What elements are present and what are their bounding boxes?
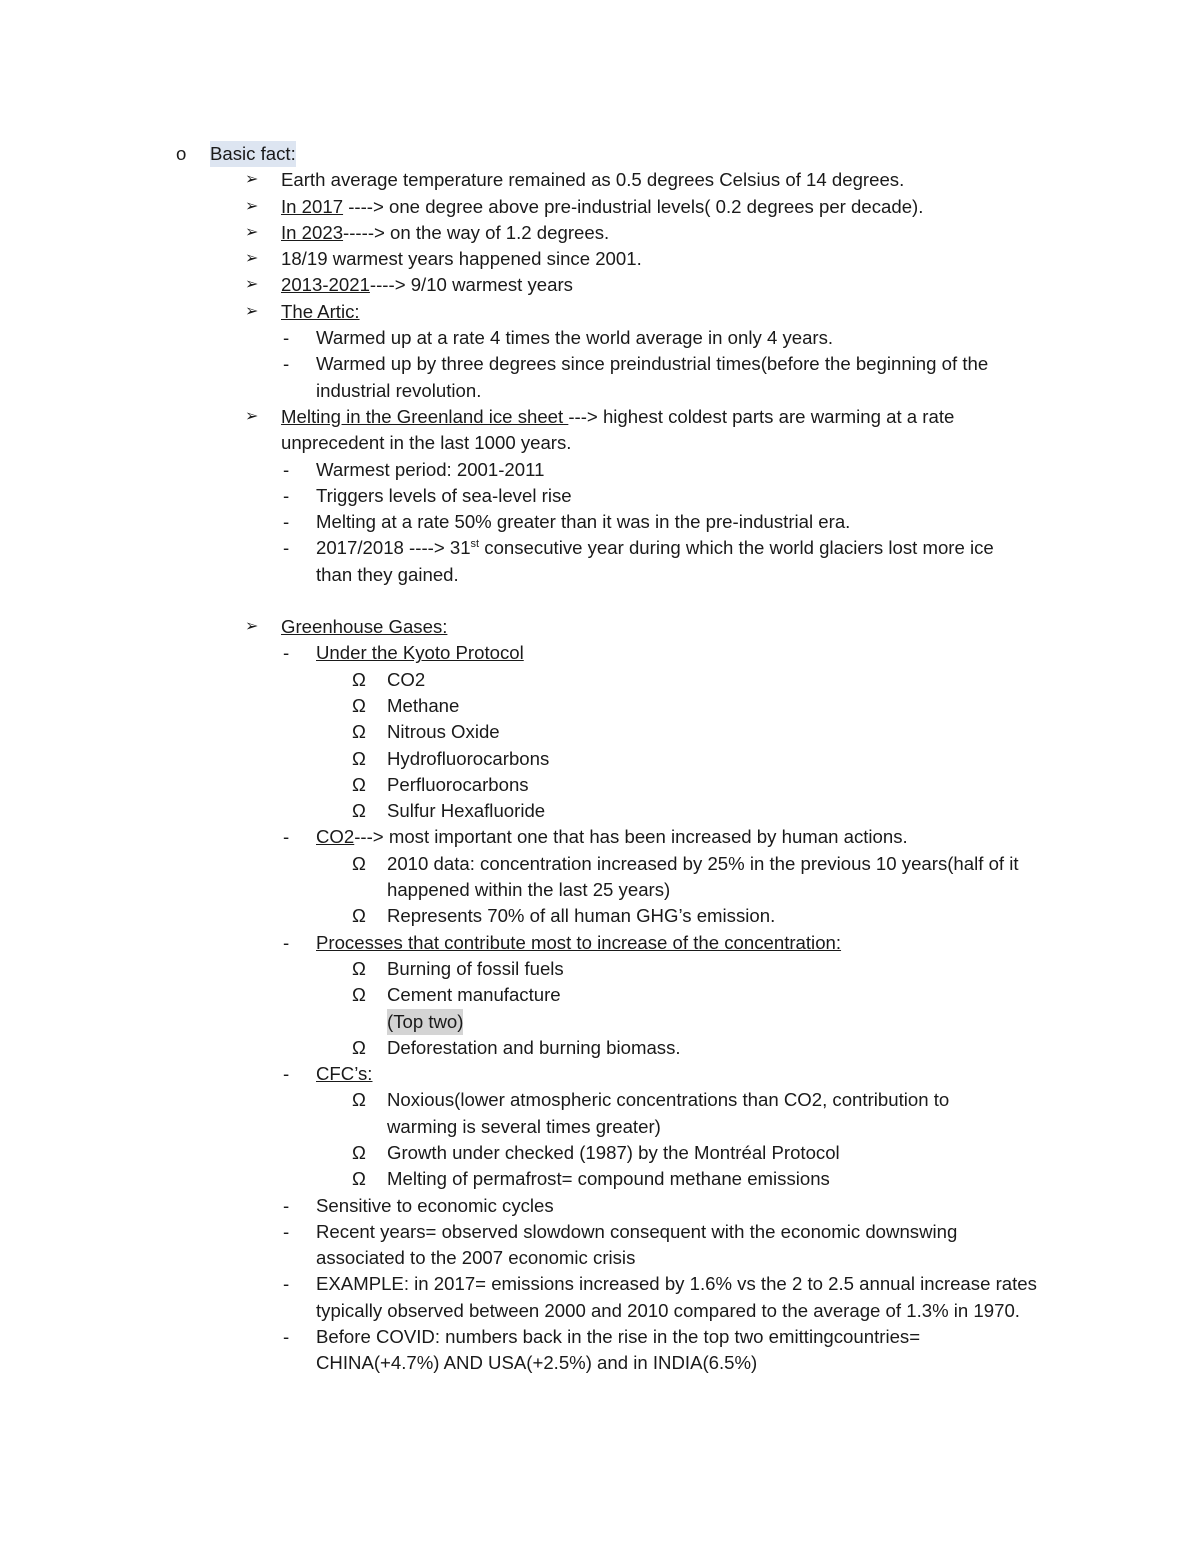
sub-item (0, 640, 1200, 666)
omega-item (0, 719, 1200, 745)
arrow-bullet-icon: ➢ (245, 171, 259, 189)
arrow-bullet-icon: ➢ (245, 250, 259, 268)
omega-bullet-icon: Ω (352, 773, 366, 795)
gas-name: Methane (387, 694, 460, 716)
sub-item-continuation (0, 378, 1200, 404)
sub-item-text (316, 535, 994, 561)
omega-item (0, 798, 1200, 824)
dash-bullet-icon: - (283, 1273, 290, 1295)
omega-bullet-icon: Ω (352, 800, 366, 822)
omega-bullet-icon: Ω (352, 905, 366, 927)
omega-item (0, 1035, 1200, 1061)
sub-item-continuation (0, 562, 1200, 588)
sub-item-continuation (0, 1298, 1200, 1324)
fact-text (281, 272, 573, 298)
list-item (0, 194, 1200, 220)
top-two-note-line (0, 1009, 1200, 1035)
dash-bullet-icon: - (283, 511, 290, 533)
fact-year: In 2017 (281, 195, 344, 217)
co2-label: CO2 (316, 826, 355, 848)
document-page (0, 141, 1200, 1377)
sub-item-text: Warmest period: 2001-2011 (316, 458, 545, 480)
arrow-bullet-icon: ➢ (245, 618, 259, 636)
omega-item (0, 851, 1200, 877)
sub-item (0, 824, 1200, 850)
omega-item (0, 1087, 1200, 1113)
sub-item-text: Triggers levels of sea-level rise (316, 484, 572, 506)
sub-item (0, 1193, 1200, 1219)
top-two-note: (Top two) (387, 1009, 463, 1035)
fact-year: In 2023 (281, 221, 344, 243)
arrow-bullet-icon: ➢ (245, 302, 259, 320)
omega-item-text: Melting of permafrost= compound methane emissions (387, 1168, 830, 1190)
dash-bullet-icon: - (283, 484, 290, 506)
sub-item (0, 483, 1200, 509)
glacier-text-a: 2017/2018 ----> 31 (316, 537, 471, 559)
sub-item (0, 351, 1200, 377)
artic-heading: The Artic: (281, 300, 360, 322)
sub-item-text: Melting at a rate 50% greater than it was in the pre-industrial era. (316, 511, 851, 533)
sub-item-text: Warmed up by three degrees since preindustrial times(before the beginning of the (316, 353, 989, 375)
cfc-heading: CFC’s: (316, 1063, 373, 1085)
list-item-basic-fact (0, 141, 1200, 167)
sub-item (0, 535, 1200, 561)
omega-item-text: Burning of fossil fuels (387, 957, 564, 979)
list-item (0, 246, 1200, 272)
sub-item-text: associated to the 2007 economic crisis (316, 1247, 636, 1269)
glacier-text-b: consecutive year during which the world glaciers lost more ice (479, 537, 994, 559)
omega-bullet-icon: Ω (352, 1168, 366, 1190)
dash-bullet-icon: - (283, 327, 290, 349)
dash-bullet-icon: - (283, 458, 290, 480)
dash-bullet-icon: - (283, 1194, 290, 1216)
dash-bullet-icon: - (283, 931, 290, 953)
list-item-ghg (0, 614, 1200, 640)
omega-item-text: Deforestation and burning biomass. (387, 1036, 681, 1058)
sub-item (0, 325, 1200, 351)
omega-item (0, 746, 1200, 772)
omega-item-text: Cement manufacture (387, 984, 561, 1006)
omega-item (0, 667, 1200, 693)
dash-bullet-icon: - (283, 537, 290, 559)
omega-bullet-icon: Ω (352, 1089, 366, 1111)
omega-bullet-icon: Ω (352, 852, 366, 874)
list-item (0, 220, 1200, 246)
fact-text (281, 194, 923, 220)
omega-bullet-icon: Ω (352, 721, 366, 743)
omega-item-continuation (0, 1114, 1200, 1140)
co2-detail: ---> most important one that has been increased by human actions. (354, 826, 908, 848)
omega-item-text: Noxious(lower atmospheric concentrations than CO2, contribution to (387, 1089, 950, 1111)
arrow-bullet-icon: ➢ (245, 223, 259, 241)
dash-bullet-icon: - (283, 1326, 290, 1348)
dash-bullet-icon: - (283, 353, 290, 375)
sub-item-text: typically observed between 2000 and 2010 compared to the average of 1.3% in 1970. (316, 1299, 1020, 1321)
sub-item (0, 1219, 1200, 1245)
list-item-greenland (0, 404, 1200, 430)
greenland-heading: Melting in the Greenland ice sheet (281, 405, 569, 427)
fact-detail: ----> 9/10 warmest years (369, 274, 573, 296)
basic-fact-heading: Basic fact: (210, 141, 296, 167)
greenland-detail-cont: unprecedent in the last 1000 years. (281, 432, 572, 454)
omega-item (0, 1166, 1200, 1192)
omega-bullet-icon: Ω (352, 694, 366, 716)
dash-bullet-icon: - (283, 1220, 290, 1242)
omega-item (0, 772, 1200, 798)
arrow-bullet-icon: ➢ (245, 197, 259, 215)
omega-bullet-icon: Ω (352, 984, 366, 1006)
processes-heading: Processes that contribute most to increase of the concentration: (316, 931, 842, 953)
gas-name: Sulfur Hexafluoride (387, 800, 546, 822)
sub-item (0, 1271, 1200, 1297)
sub-item-text: industrial revolution. (316, 379, 482, 401)
omega-item (0, 956, 1200, 982)
ordinal-suffix: st (470, 538, 480, 551)
omega-item (0, 693, 1200, 719)
omega-item-text: Growth under checked (1987) by the Montréal Protocol (387, 1141, 840, 1163)
sub-item-text: Sensitive to economic cycles (316, 1194, 554, 1216)
omega-bullet-icon: Ω (352, 1036, 366, 1058)
gas-name: Hydrofluorocarbons (387, 747, 550, 769)
greenland-detail: ---> highest coldest parts are warming at a rate (568, 405, 955, 427)
fact-text: 18/19 warmest years happened since 2001. (281, 248, 642, 270)
omega-item-text: happened within the last 25 years) (387, 879, 671, 901)
omega-bullet-icon: Ω (352, 668, 366, 690)
fact-detail: -----> on the way of 1.2 degrees. (343, 221, 610, 243)
arrow-bullet-icon: ➢ (245, 407, 259, 425)
sub-item (0, 930, 1200, 956)
sub-item-text (316, 824, 908, 850)
fact-detail: ----> one degree above pre-industrial levels( 0.2 degrees per decade). (343, 195, 924, 217)
greenland-text (281, 404, 954, 430)
omega-bullet-icon: Ω (352, 1141, 366, 1163)
fact-text (281, 220, 609, 246)
omega-item (0, 1140, 1200, 1166)
omega-item (0, 982, 1200, 1008)
dash-bullet-icon: - (283, 826, 290, 848)
sub-item-text: Before COVID: numbers back in the rise in the top two emittingcountries= (316, 1326, 921, 1348)
sub-item (0, 1324, 1200, 1350)
sub-item-continuation (0, 1350, 1200, 1376)
arrow-bullet-icon: ➢ (245, 276, 259, 294)
omega-item-continuation (0, 877, 1200, 903)
list-item-artic (0, 299, 1200, 325)
circle-bullet-icon: o (176, 143, 187, 164)
fact-text: Earth average temperature remained as 0.5 degrees Celsius of 14 degrees. (281, 169, 905, 191)
omega-item-text: warming is several times greater) (387, 1115, 661, 1137)
sub-item-text: Warmed up at a rate 4 times the world average in only 4 years. (316, 327, 834, 349)
sub-item-text: than they gained. (316, 563, 459, 585)
sub-item-text: CHINA(+4.7%) AND USA(+2.5%) and in INDIA(6.5%) (316, 1352, 758, 1374)
sub-item-text: EXAMPLE: in 2017= emissions increased by 1.6% vs the 2 to 2.5 annual increase rates (316, 1273, 1037, 1295)
dash-bullet-icon: - (283, 1063, 290, 1085)
omega-item-text: 2010 data: concentration increased by 25% in the previous 10 years(half of it (387, 852, 1019, 874)
sub-item-text: Recent years= observed slowdown consequent with the economic downswing (316, 1220, 958, 1242)
omega-bullet-icon: Ω (352, 957, 366, 979)
list-item (0, 167, 1200, 193)
sub-item-continuation (0, 1245, 1200, 1271)
paragraph-gap (0, 588, 1200, 614)
kyoto-heading: Under the Kyoto Protocol (316, 642, 524, 664)
sub-item (0, 457, 1200, 483)
omega-item (0, 903, 1200, 929)
gas-name: Perfluorocarbons (387, 773, 529, 795)
gas-name: Nitrous Oxide (387, 721, 500, 743)
omega-item-text: Represents 70% of all human GHG’s emission. (387, 905, 776, 927)
fact-year: 2013-2021 (281, 274, 370, 296)
sub-item (0, 509, 1200, 535)
sub-item (0, 1061, 1200, 1087)
list-item (0, 272, 1200, 298)
dash-bullet-icon: - (283, 642, 290, 664)
gas-name: CO2 (387, 668, 426, 690)
list-item-continuation (0, 430, 1200, 456)
omega-bullet-icon: Ω (352, 747, 366, 769)
ghg-heading: Greenhouse Gases: (281, 616, 448, 638)
